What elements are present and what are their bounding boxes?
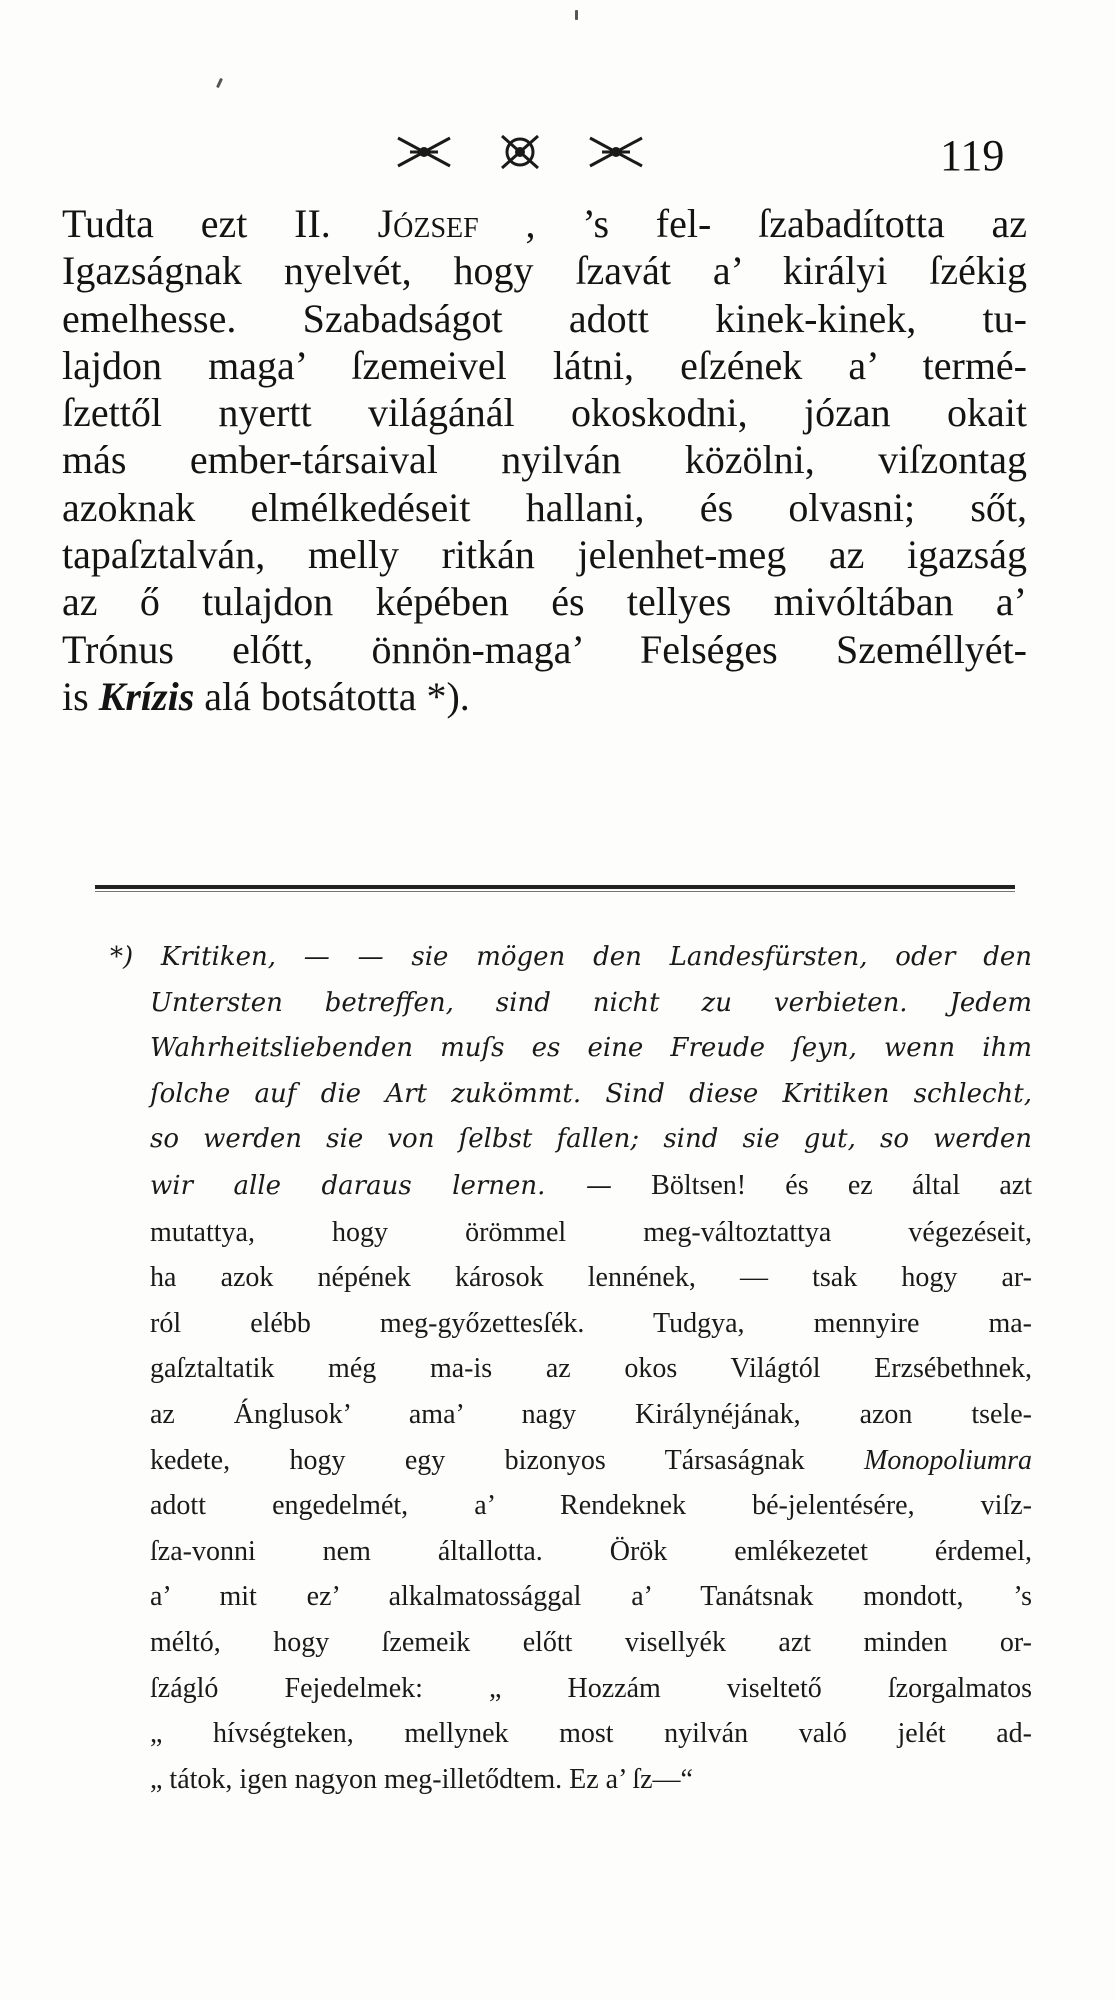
text-line: más ember-társaival nyilván közölni, viſzontag <box>62 437 1027 483</box>
text-line: ſzettől nyertt világánál okoskodni, józan okait <box>62 390 1027 436</box>
footnote-line: *) Kritiken, — — sie mögen den Landesfürsten, oder den <box>110 942 1032 972</box>
stray-ink-mark <box>575 10 578 20</box>
text-segment: Böltsen! és ez által azt <box>611 1169 1033 1201</box>
text-segment: alá botsátotta *). <box>194 673 470 719</box>
footnote <box>110 935 1032 1802</box>
footnote-rule-thin <box>95 891 1015 892</box>
text-line: Igazságnak nyelvét, hogy ſzavát a’ királyi ſzékig <box>62 248 1027 294</box>
text-line: emelhesse. Szabadságot adott kinek-kinek, tu- <box>62 295 1027 341</box>
italic-term: Krízis <box>98 673 195 719</box>
german-quote-segment: wir alle daraus lernen. — <box>150 1170 612 1201</box>
text-line <box>62 200 1027 247</box>
name-small-caps: József <box>377 201 479 246</box>
text-segment: , ’s fel- ſzabadította az <box>478 201 1028 246</box>
footnote-line: ſzágló Fejedelmek: „ Hozzám viseltető ſzorgalmatos <box>150 1672 1032 1704</box>
text-segment: kedete, hogy egy bizonyos Társaságnak <box>150 1444 864 1476</box>
footnote-line: ha azok népének károsok lennének, — tsak hogy ar- <box>150 1262 1032 1294</box>
text-line: az ő tulajdon képében és tellyes mivóltában a’ <box>62 579 1027 625</box>
footnote-line: mutattya, hogy örömmel meg-változtattya végezéseit, <box>150 1216 1032 1248</box>
text-line: lajdon maga’ ſzemeivel látni, eſzének a’ termé- <box>62 342 1027 388</box>
footnote-line: ſza-vonni nem általlotta. Örök emlékezetet érdemel, <box>150 1535 1032 1567</box>
text-segment: Tudta ezt II. <box>62 201 378 246</box>
footnote-line <box>110 1438 1032 1484</box>
footnote-line: ſolche auf die Art zukömmt. Sind diese Kritiken schlecht, <box>150 1078 1032 1109</box>
footnote-line: „ hívségteken, mellynek most nyilván való jelét ad- <box>150 1718 1032 1750</box>
footnote-line: ról elébb meg-győzettesſék. Tudgya, mennyire ma- <box>150 1307 1032 1339</box>
main-paragraph <box>62 200 1027 720</box>
footnote-line: „ tátok, igen nagyon meg-illetődtem. Ez a’ ſz—“ <box>150 1763 693 1795</box>
text-line: Trónus előtt, önnön-maga’ Felséges Személlyét- <box>62 626 1027 672</box>
italic-term: Monopoliumra <box>864 1444 1032 1476</box>
footnote-line: méltó, hogy ſzemeik előtt visellyék azt minden or- <box>150 1626 1032 1658</box>
text-segment: is <box>62 673 99 719</box>
footnote-line: a’ mit ez’ alkalmatossággal a’ Tanátsnak mondott, ’s <box>150 1581 1032 1613</box>
footnote-line: Untersten betreffen, sind nicht zu verbieten. Jedem <box>150 987 1032 1018</box>
page-number: 119 <box>940 131 1005 180</box>
ornament-icon <box>390 128 650 176</box>
footnote-line: gaſztaltatik még ma-is az okos Világtól Erzsébethnek, <box>150 1353 1032 1385</box>
footnote-line: Wahrheitsliebenden muſs es eine Freude ſeyn, wenn ihm <box>150 1033 1032 1064</box>
footnote-rule <box>95 885 1015 889</box>
stray-ink-mark <box>216 78 223 88</box>
footnote-line: adott engedelmét, a’ Rendeknek bé-jelentésére, viſz- <box>150 1490 1032 1522</box>
text-line: azoknak elmélkedéseit hallani, és olvasni; sőt, <box>62 484 1027 530</box>
text-line: tapaſztalván, melly ritkán jelenhet-meg az igazság <box>62 532 1027 578</box>
footnote-line <box>110 1163 1032 1210</box>
text-line <box>62 673 1027 720</box>
footnote-line: so werden sie von ſelbst fallen; sind sie gut, so werden <box>150 1124 1032 1155</box>
footnote-line: az Ánglusok’ ama’ nagy Királynéjának, azon tsele- <box>150 1398 1032 1430</box>
